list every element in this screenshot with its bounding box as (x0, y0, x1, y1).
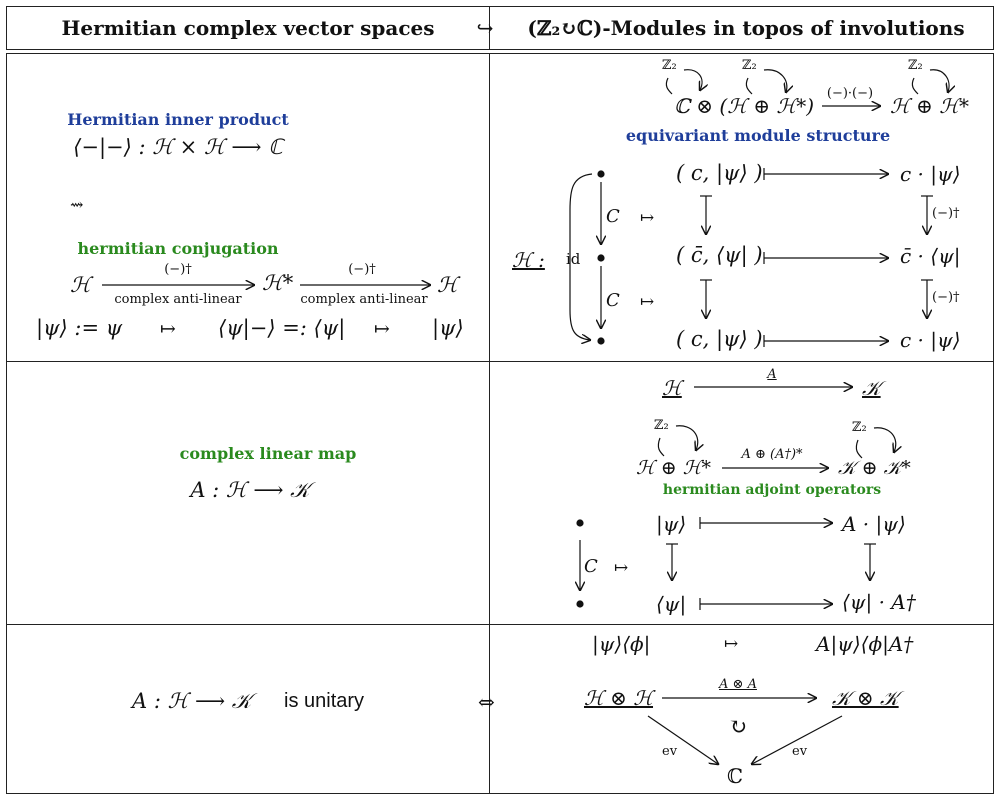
bra-psi: ⟨ψ| (656, 592, 687, 616)
linear-map-formula: A : ℋ ⟶ 𝒦 (190, 478, 310, 502)
mapsto-d: ↦ (724, 634, 739, 654)
inner-product-formula: ⟨−|−⟩ : ℋ × ℋ ⟶ ℂ (73, 135, 283, 159)
z2-label-b: ℤ₂ (742, 58, 757, 73)
A-ketbra-A-dagger: A|ψ⟩⟨ϕ|A† (816, 632, 914, 656)
z2-label-e: ℤ₂ (852, 420, 867, 435)
A-underlined: A (767, 367, 777, 382)
A-ket-psi: A · |ψ⟩ (842, 512, 906, 536)
pair-ket-1: ( c, |ψ⟩ ) (676, 161, 763, 185)
anti-linear-label-2: complex anti-linear (300, 292, 428, 307)
dot-product-label: (−)·(−) (826, 86, 874, 101)
K-plus-Kstar: 𝒦 ⊕ 𝒦* (838, 457, 911, 479)
pair-bra: ( c̄, ⟨ψ| ) (676, 243, 763, 267)
H-tensor-H: ℋ ⊗ ℋ (584, 686, 654, 710)
commutes-icon: ↻ (728, 715, 748, 740)
module-structure-title: equivariant module structure (625, 126, 891, 145)
inner-product-title: Hermitian inner product (67, 110, 289, 129)
result-ket-1: c · |ψ⟩ (900, 162, 961, 186)
conj-H-star: ℋ* (262, 271, 294, 295)
anti-linear-label-1: complex anti-linear (114, 292, 242, 307)
mapsto-c: ↦ (614, 558, 629, 578)
iff-symbol: ⇔ (478, 690, 495, 714)
conj-H-left: ℋ (70, 273, 91, 297)
conjugation-title: hermitian conjugation (77, 239, 279, 258)
dagger-label-a: (−)† (932, 206, 960, 221)
ket-psi: |ψ⟩ (656, 512, 687, 536)
unitary-formula: A : ℋ ⟶ 𝒦 (132, 689, 252, 713)
ev-label-2: ev (792, 744, 808, 759)
ketbra: |ψ⟩⟨ϕ| (592, 632, 651, 656)
dagger-label-b: (−)† (932, 290, 960, 305)
K-tensor-K: 𝒦 ⊗ 𝒦 (832, 686, 899, 710)
z2-label-a: ℤ₂ (662, 58, 677, 73)
ket-definition: |ψ⟩ := ψ (36, 316, 123, 340)
C-label-1: C (606, 206, 620, 227)
K-underlined: 𝒦 (862, 376, 881, 400)
pair-ket-2: ( c, |ψ⟩ ) (676, 327, 763, 351)
header-right-title: (ℤ₂↻ℂ)-Modules in topos of involutions (527, 16, 965, 40)
A-plus-Adagger-label: A ⊕ (A†)* (741, 447, 803, 462)
H-involution-label: ℋ : (512, 248, 545, 272)
mapsto-a: ↦ (640, 208, 655, 228)
mapsto-b: ↦ (640, 292, 655, 312)
dagger-label-2: (−)† (348, 262, 376, 277)
bra-definition: ⟨ψ|−⟩ =: ⟨ψ| (218, 316, 346, 340)
z2-label-d: ℤ₂ (654, 418, 669, 433)
unitary-label: is unitary (284, 690, 365, 712)
mapsto-2: ↦ (374, 318, 390, 340)
ket-result: |ψ⟩ (432, 316, 464, 340)
C-label-2: C (606, 290, 620, 311)
mapsto-1: ↦ (160, 318, 176, 340)
result-bra: c̄ · ⟨ψ| (900, 244, 961, 268)
tensor-expression: ℂ ⊗ (ℋ ⊕ ℋ*) (674, 94, 814, 118)
sum-expression: ℋ ⊕ ℋ* (890, 94, 970, 118)
result-ket-2: c · |ψ⟩ (900, 328, 961, 352)
dagger-label-1: (−)† (164, 262, 192, 277)
squiggle-arrow: ⇝ (70, 195, 84, 214)
H-underlined: ℋ (662, 376, 682, 400)
adjoint-operators-title: hermitian adjoint operators (662, 482, 882, 498)
linear-map-title: complex linear map (179, 444, 357, 463)
A-tensor-A-label: A ⊗ A (719, 677, 757, 692)
z2-label-c: ℤ₂ (908, 58, 923, 73)
C-label-3: C (584, 556, 598, 577)
identity-label: id (566, 250, 581, 268)
bra-psi-A-dagger: ⟨ψ| · A† (842, 590, 916, 614)
conj-H-right: ℋ (437, 273, 458, 297)
ev-label-1: ev (662, 744, 678, 759)
header-left-title: Hermitian complex vector spaces (61, 16, 435, 40)
H-plus-Hstar: ℋ ⊕ ℋ* (636, 457, 712, 479)
complex-numbers-target: ℂ (727, 764, 743, 788)
header-inclusion-arrow: ↪ (476, 16, 494, 40)
